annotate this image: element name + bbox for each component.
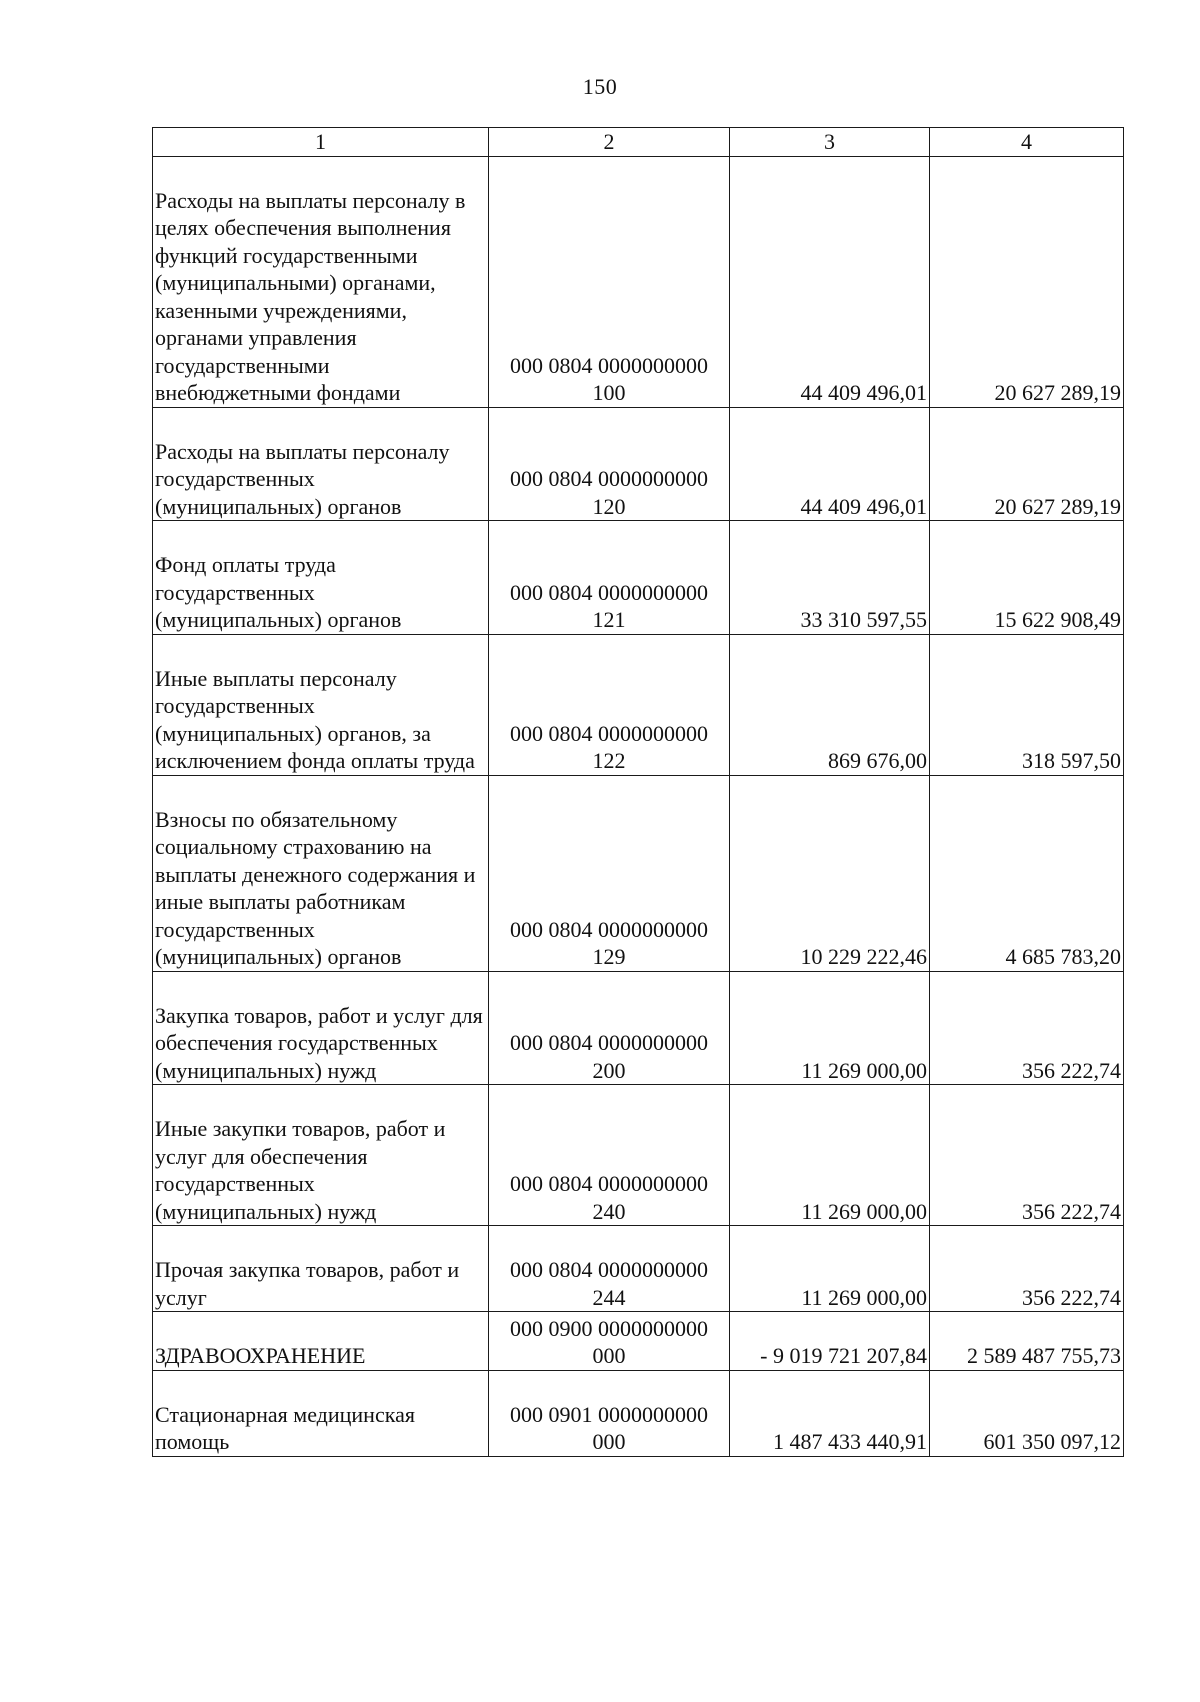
row-value-col3: 11 269 000,00 bbox=[730, 1085, 930, 1226]
row-name-text: Прочая закупка товаров, работ и услуг bbox=[155, 1257, 460, 1310]
table-row bbox=[153, 1226, 1124, 1312]
row-code: 000 0804 0000000000 129 bbox=[489, 775, 730, 971]
row-name-text: Иные выплаты персоналу государственных (муниципальных) органов, за исключением фонда оплаты труда bbox=[155, 665, 475, 773]
row-name-text: ЗДРАВООХРАНЕНИЕ bbox=[155, 1343, 366, 1368]
table-row bbox=[153, 971, 1124, 1085]
table-row bbox=[153, 1312, 1124, 1371]
row-value-col3: 10 229 222,46 bbox=[730, 775, 930, 971]
table-row bbox=[153, 521, 1124, 635]
row-code: 000 0901 0000000000 000 bbox=[489, 1370, 730, 1456]
row-name bbox=[153, 407, 489, 521]
row-value-col4: 318 597,50 bbox=[930, 634, 1124, 775]
row-value-col4: 601 350 097,12 bbox=[930, 1370, 1124, 1456]
row-value-col3: 869 676,00 bbox=[730, 634, 930, 775]
header-row bbox=[153, 128, 1124, 157]
table-row bbox=[153, 156, 1124, 407]
row-value-col3: 33 310 597,55 bbox=[730, 521, 930, 635]
row-value-col3: - 9 019 721 207,84 bbox=[730, 1312, 930, 1371]
table-body bbox=[153, 156, 1124, 1456]
row-value-col3: 11 269 000,00 bbox=[730, 971, 930, 1085]
header-col-2: 2 bbox=[489, 128, 730, 157]
row-value-col4: 356 222,74 bbox=[930, 971, 1124, 1085]
row-name bbox=[153, 1226, 489, 1312]
table-row bbox=[153, 775, 1124, 971]
table-row bbox=[153, 1085, 1124, 1226]
table-header bbox=[153, 128, 1124, 157]
row-name bbox=[153, 971, 489, 1085]
row-value-col4: 20 627 289,19 bbox=[930, 156, 1124, 407]
row-name-text: Фонд оплаты труда государственных (муниципальных) органов bbox=[155, 552, 402, 632]
header-col-1: 1 bbox=[153, 128, 489, 157]
row-value-col4: 20 627 289,19 bbox=[930, 407, 1124, 521]
header-col-3: 3 bbox=[730, 128, 930, 157]
row-value-col3: 44 409 496,01 bbox=[730, 407, 930, 521]
row-name bbox=[153, 156, 489, 407]
row-name bbox=[153, 1312, 489, 1371]
row-value-col4: 4 685 783,20 bbox=[930, 775, 1124, 971]
table-row bbox=[153, 407, 1124, 521]
row-value-col3: 11 269 000,00 bbox=[730, 1226, 930, 1312]
row-code: 000 0804 0000000000 121 bbox=[489, 521, 730, 635]
row-name bbox=[153, 775, 489, 971]
row-value-col4: 356 222,74 bbox=[930, 1085, 1124, 1226]
row-name bbox=[153, 634, 489, 775]
row-value-col3: 44 409 496,01 bbox=[730, 156, 930, 407]
budget-table bbox=[152, 127, 1124, 1457]
row-name bbox=[153, 521, 489, 635]
row-value-col4: 2 589 487 755,73 bbox=[930, 1312, 1124, 1371]
row-name-text: Стационарная медицинская помощь bbox=[155, 1401, 415, 1454]
page-number: 150 bbox=[582, 74, 618, 99]
row-code: 000 0804 0000000000 244 bbox=[489, 1226, 730, 1312]
row-name bbox=[153, 1370, 489, 1456]
table-row bbox=[153, 634, 1124, 775]
table-row bbox=[153, 1370, 1124, 1456]
row-code: 000 0804 0000000000 122 bbox=[489, 634, 730, 775]
row-name-text: Расходы на выплаты персоналу государственных (муниципальных) органов bbox=[155, 438, 450, 519]
row-value-col3: 1 487 433 440,91 bbox=[730, 1370, 930, 1456]
row-code: 000 0804 0000000000 200 bbox=[489, 971, 730, 1085]
row-name-text: Закупка товаров, работ и услуг для обеспечения государственных (муниципальных) нужд bbox=[155, 1002, 483, 1083]
row-code: 000 0804 0000000000 120 bbox=[489, 407, 730, 521]
row-code: 000 0804 0000000000 240 bbox=[489, 1085, 730, 1226]
row-value-col4: 356 222,74 bbox=[930, 1226, 1124, 1312]
row-value-col4: 15 622 908,49 bbox=[930, 521, 1124, 635]
row-code: 000 0804 0000000000 100 bbox=[489, 156, 730, 407]
header-col-4: 4 bbox=[930, 128, 1124, 157]
row-name-text: Иные закупки товаров, работ и услуг для обеспечения государственных (муниципальных) нужд bbox=[155, 1116, 446, 1224]
row-name bbox=[153, 1085, 489, 1226]
row-name-text: Расходы на выплаты персоналу в целях обеспечения выполнения функций государственными (муниципальными) органами, казенными учреждениями, органами управления государственными внебюджетными фондами bbox=[155, 187, 466, 405]
row-name-text: Взносы по обязательному социальному страхованию на выплаты денежного содержания и иные выплаты работникам государственных (муниципальных) органов bbox=[155, 806, 476, 969]
row-code: 000 0900 0000000000 000 bbox=[489, 1312, 730, 1371]
